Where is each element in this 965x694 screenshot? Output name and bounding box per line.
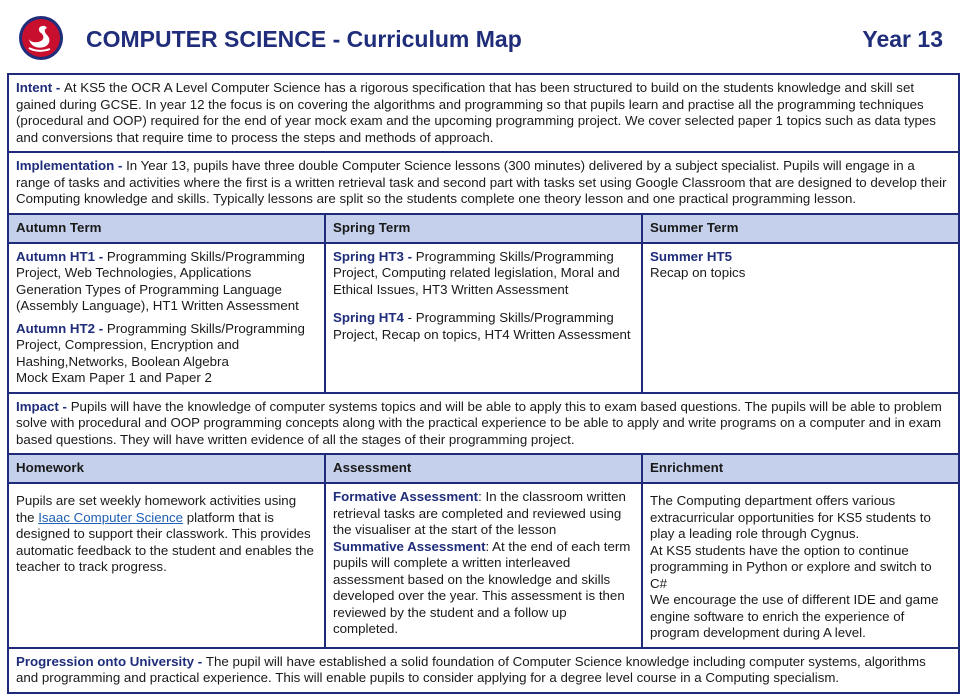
intent-text: At KS5 the OCR A Level Computer Science has a rigorous specification that has been structured to build on the students knowledge and skill set gained during GCSE. In year 12 the focus is on covering the algorithms and programming so that pupils learn and practise all the programming techniques (procedural and OOP) required for the end of year mock exam and the upcoming programming project. We cover selected paper 1 topics such as data types and conversions that require time to process the steps and methods of approach. — [16, 80, 936, 145]
impact-label: Impact - — [16, 398, 71, 414]
year-label: Year 13 — [862, 26, 943, 52]
enrichment-cell — [642, 483, 959, 648]
autumn-ht1-label: Autumn HT1 - — [16, 248, 107, 264]
homework-cell — [8, 483, 325, 648]
assessment-cell — [325, 483, 642, 648]
swan-crest-icon — [18, 15, 64, 61]
implementation-section — [8, 152, 959, 214]
autumn-ht2-text: Programming Skills/Programming Project, Compression, Encryption and Hashing,Networks, Boolean Algebra — [16, 320, 305, 369]
progression-text: The pupil will have established a solid foundation of Computer Science knowledge including computer systems, algorithms and programming and practical experience. This will enable pupils to consider applying for a degree level course in a Computing specialism. — [16, 653, 926, 685]
intent-label: Intent - — [16, 80, 65, 95]
page-title: COMPUTER SCIENCE - Curriculum Map — [86, 26, 522, 52]
enrichment-text-3: We encourage the use of different IDE and game engine software to enrich the experience of program development during A level. — [650, 592, 939, 640]
autumn-ht1-text: Programming Skills/Programming Project, Web Technologies, Applications Generation Types of Programming Language (Assembly Language), HT1 Written Assessment — [16, 248, 305, 313]
impact-section — [8, 393, 959, 455]
summative-assessment-label: Summative Assessment — [333, 538, 486, 554]
enrichment-text-2: At KS5 students have the option to continue programming in Python or explore and switch to C# — [650, 542, 932, 591]
summer-ht5-text: Recap on topics — [650, 265, 746, 280]
mock-exam-text: Mock Exam Paper 1 and Paper 2 — [16, 370, 212, 385]
impact-text: Pupils will have the knowledge of computer systems topics and will be able to apply this to exam based questions. The pupils will be able to problem solve with procedural and OOP programming concepts along with the practical experience to be able to apply and write programs on a computer and in exam based questions. They will have written evidence of all the stages of their programming project. — [16, 398, 942, 447]
spring-ht3-label: Spring HT3 - — [333, 248, 416, 264]
summer-term-header: Summer Term — [642, 214, 959, 243]
summer-term-cell — [642, 243, 959, 393]
summer-ht5-label: Summer HT5 — [650, 248, 733, 264]
homework-text-post: platform that is designed to support their classwork. This provides automatic feedback to the student and enables the teacher to track progress. — [16, 509, 314, 574]
spring-ht4-label: Spring HT4 — [333, 310, 408, 325]
homework-header: Homework — [8, 454, 325, 483]
autumn-term-cell — [8, 243, 325, 393]
spring-ht4-text: - Programming Skills/Programming Project, Recap on topics, HT4 Written Assessment — [333, 310, 631, 342]
enrichment-text-1: The Computing department offers various extracurricular opportunities for KS5 students to play a leading role through Cygnus. — [650, 493, 931, 541]
homework-text-pre: Pupils are set weekly homework activities using the — [16, 493, 297, 525]
autumn-ht2-label: Autumn HT2 - — [16, 320, 107, 336]
intent-section — [8, 74, 959, 152]
progression-label: Progression onto University - — [16, 653, 206, 669]
spring-term-header: Spring Term — [325, 214, 642, 243]
progression-section — [8, 648, 959, 693]
summative-assessment-text: : At the end of each term pupils will complete a written interleaved assessment based on the knowledge and skills developed over the year. This assessment is then reviewed by the student and a follow up completed. — [333, 538, 631, 636]
curriculum-table — [7, 73, 960, 694]
formative-assessment-label: Formative Assessment — [333, 489, 479, 504]
implementation-text: In Year 13, pupils have three double Computer Science lessons (300 minutes) delivered by a subject specialist. Pupils will engage in a range of tasks and activities where the first is a written retrieval task and second part with tasks set using Google Classroom that are designed to develop their Computing knowledge and skills. Typically lessons are split so the students complete one theory lesson and one practical programming lesson. — [16, 158, 947, 206]
assessment-header: Assessment — [325, 454, 642, 483]
page-header — [10, 12, 955, 66]
isaac-computer-science-link[interactable]: Isaac Computer Science — [38, 509, 184, 525]
autumn-term-header: Autumn Term — [8, 214, 325, 243]
spring-term-cell — [325, 243, 642, 393]
formative-assessment-text: : In the classroom written retrieval tasks are completed and reviewed using the visualiser at the start of the lesson — [333, 489, 626, 537]
implementation-label: Implementation - — [16, 158, 127, 173]
enrichment-header: Enrichment — [642, 454, 959, 483]
spring-ht3-text: Programming Skills/Programming Project, Computing related legislation, Moral and Ethical Issues, HT3 Written Assessment — [333, 248, 620, 297]
